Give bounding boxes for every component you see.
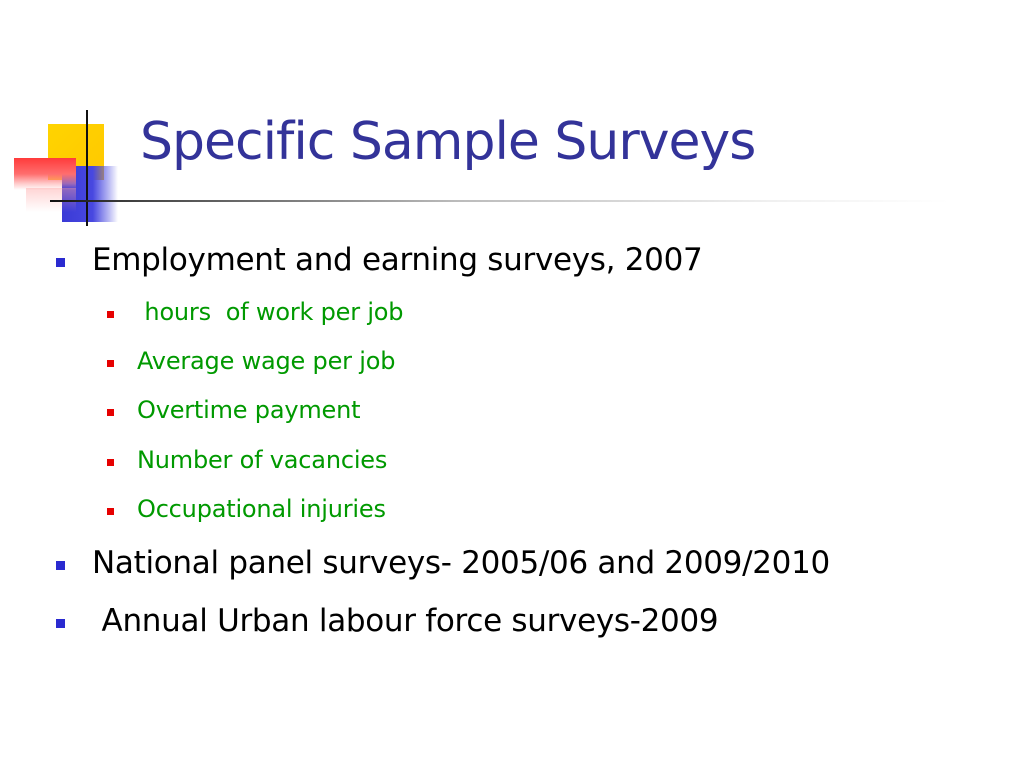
sub-bullet-square-icon	[107, 409, 114, 416]
sub-bullet-item: Average wage per job	[137, 347, 396, 375]
sub-bullet-square-icon	[107, 311, 114, 318]
sub-bullet-item: Number of vacancies	[137, 446, 388, 474]
bullet-square-icon	[56, 619, 65, 628]
sub-bullet-item: hours of work per job	[137, 298, 404, 326]
slide-title: Specific Sample Surveys	[140, 112, 756, 172]
bullet-item: National panel surveys- 2005/06 and 2009/2010	[92, 545, 830, 581]
sub-bullet-item: Occupational injuries	[137, 495, 386, 523]
sub-bullet-square-icon	[107, 360, 114, 367]
sub-bullet-square-icon	[107, 459, 114, 466]
bullet-item: Employment and earning surveys, 2007	[92, 242, 703, 278]
sub-bullet-item: Overtime payment	[137, 396, 361, 424]
bullet-square-icon	[56, 258, 65, 267]
sub-bullet-square-icon	[107, 508, 114, 515]
bullet-item: Annual Urban labour force surveys-2009	[92, 603, 719, 639]
bullet-square-icon	[56, 561, 65, 570]
